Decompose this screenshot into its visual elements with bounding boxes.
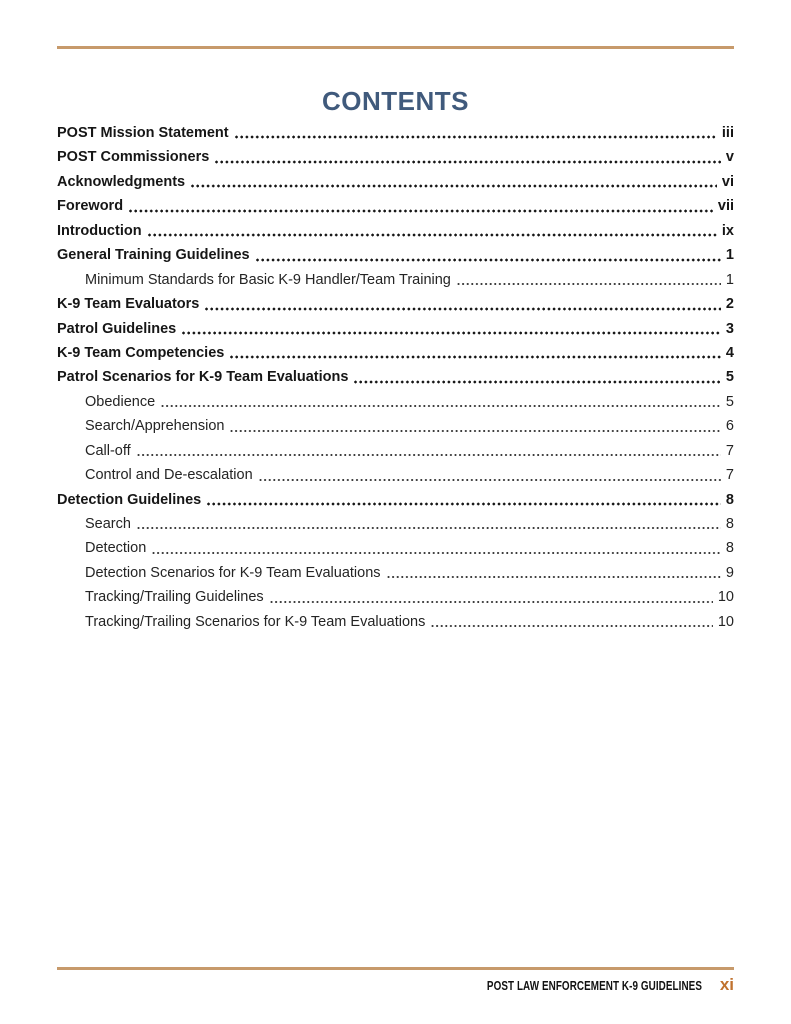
toc-entry-label: Tracking/Trailing Guidelines: [85, 589, 264, 606]
toc-entry[interactable]: [57, 365, 734, 389]
toc-entry-label: Tracking/Trailing Scenarios for K-9 Team Evaluations: [85, 613, 426, 630]
toc-entry-page: 8: [725, 491, 734, 508]
toc-entry[interactable]: [57, 121, 734, 145]
toc-entry[interactable]: [57, 610, 734, 634]
toc-entry-page: iii: [721, 125, 734, 141]
toc-entry-page: 6: [725, 418, 734, 435]
dot-leader: [349, 365, 724, 389]
toc-entry[interactable]: [57, 268, 734, 292]
dot-leader: [124, 194, 717, 218]
toc-entry-label: Minimum Standards for Basic K-9 Handler/Team Training: [85, 271, 451, 288]
toc-entry-page: 10: [717, 613, 734, 630]
toc-entry-label: POST Commissioners: [57, 149, 210, 166]
dot-leader: [265, 585, 717, 609]
toc-entry-label: Obedience: [85, 393, 156, 410]
toc-entry-label: Control and De-escalation: [85, 467, 253, 484]
toc-entry-page: 1: [725, 247, 734, 264]
toc-entry[interactable]: [57, 292, 734, 316]
dot-leader: [254, 463, 725, 487]
dot-leader: [251, 243, 725, 267]
dot-leader: [143, 219, 721, 243]
dot-leader: [210, 145, 725, 169]
dot-leader: [230, 121, 721, 145]
dot-leader: [156, 390, 725, 414]
toc-entry[interactable]: [57, 536, 734, 560]
toc-entry-label: Detection Scenarios for K-9 Team Evaluations: [85, 564, 381, 581]
toc-entry-page: ix: [721, 222, 734, 239]
toc-entry-label: Search/Apprehension: [85, 418, 225, 435]
toc-entry[interactable]: [57, 488, 734, 512]
toc-entry[interactable]: [57, 439, 734, 463]
dot-leader: [132, 439, 725, 463]
toc-entry[interactable]: [57, 414, 734, 438]
toc-entry[interactable]: [57, 512, 734, 536]
toc-entry-page: 5: [725, 369, 734, 386]
table-of-contents: [57, 121, 734, 634]
toc-entry-label: Patrol Scenarios for K-9 Team Evaluations: [57, 369, 349, 386]
page-title: CONTENTS: [322, 86, 469, 116]
top-rule: [57, 46, 734, 49]
footer-page-number: xi: [719, 975, 734, 994]
toc-entry[interactable]: [57, 219, 734, 243]
toc-entry-label: Foreword: [57, 198, 124, 215]
toc-entry[interactable]: [57, 243, 734, 267]
toc-entry-label: Patrol Guidelines: [57, 320, 177, 337]
toc-entry-label: K-9 Team Evaluators: [57, 296, 200, 313]
toc-entry[interactable]: [57, 390, 734, 414]
toc-entry[interactable]: [57, 317, 734, 341]
toc-entry-page: 3: [725, 320, 734, 337]
page-footer: [419, 975, 734, 995]
toc-entry[interactable]: [57, 585, 734, 609]
dot-leader: [225, 414, 724, 438]
toc-entry-label: Call-off: [85, 442, 131, 459]
toc-entry[interactable]: [57, 463, 734, 487]
footer-rule: [57, 967, 734, 970]
dot-leader: [147, 536, 725, 560]
dot-leader: [382, 561, 725, 585]
toc-entry-page: 8: [725, 516, 734, 532]
dot-leader: [132, 512, 725, 536]
toc-entry-label: K-9 Team Competencies: [57, 344, 225, 361]
toc-entry-page: 10: [717, 589, 734, 606]
dot-leader: [177, 317, 725, 341]
toc-entry-label: Detection Guidelines: [57, 491, 202, 508]
toc-entry-page: 9: [725, 564, 734, 581]
dot-leader: [426, 610, 716, 634]
toc-entry-page: 8: [725, 540, 734, 557]
toc-entry-label: Acknowledgments: [57, 173, 186, 190]
toc-entry-label: POST Mission Statement: [57, 125, 229, 141]
dot-leader: [186, 170, 721, 194]
dot-leader: [200, 292, 725, 316]
toc-entry-label: Introduction: [57, 222, 142, 239]
toc-entry[interactable]: [57, 145, 734, 169]
toc-entry[interactable]: [57, 341, 734, 365]
toc-entry-label: Detection: [85, 540, 147, 557]
toc-entry[interactable]: [57, 561, 734, 585]
toc-entry-page: 7: [725, 442, 734, 459]
toc-entry-page: 2: [725, 296, 734, 313]
dot-leader: [202, 488, 725, 512]
dot-leader: [452, 268, 725, 292]
toc-entry-page: 4: [725, 344, 734, 361]
toc-entry-label: Search: [85, 516, 131, 532]
toc-entry-page: 5: [725, 393, 734, 410]
toc-entry-page: 7: [725, 467, 734, 484]
toc-entry[interactable]: [57, 170, 734, 194]
toc-entry-page: v: [725, 149, 734, 166]
toc-entry-label: General Training Guidelines: [57, 247, 250, 264]
dot-leader: [225, 341, 725, 365]
toc-entry[interactable]: [57, 194, 734, 218]
toc-entry-page: 1: [725, 271, 734, 288]
footer-doc-title: POST LAW ENFORCEMENT K-9 GUIDELINES: [486, 978, 702, 993]
toc-entry-page: vii: [717, 198, 734, 215]
toc-entry-page: vi: [721, 173, 734, 190]
